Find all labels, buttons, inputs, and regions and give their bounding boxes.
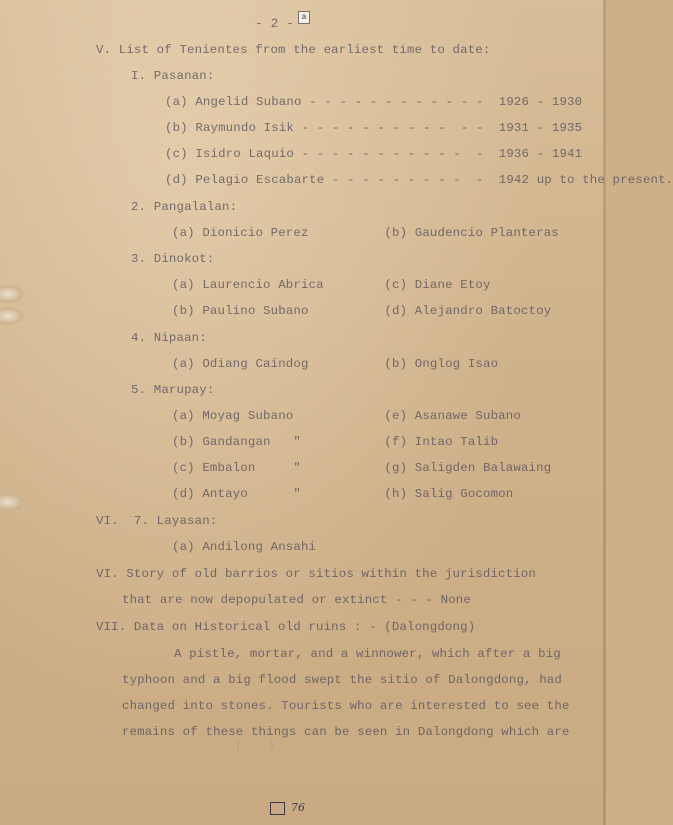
page-edge (603, 0, 606, 825)
binding-hole (0, 284, 26, 304)
faint-text: ( ) (235, 741, 275, 753)
stamp-mark: a (298, 11, 310, 24)
subsection-marupay: 5. Marupay: (131, 383, 215, 397)
paragraph-line: changed into stones. Tourists who are interested to see the (122, 699, 570, 713)
section-vi-heading: VI. Story of old barrios or sitios within the jurisdiction (96, 567, 536, 581)
list-item: (b) Raymundo Isik - - - - - - - - - - - - 1931 - 1935 (165, 121, 583, 135)
subsection-pasanan: I. Pasanan: (131, 69, 215, 83)
subsection-layasan: VI. 7. Layasan: (96, 514, 218, 528)
section-vii-heading: VII. Data on Historical old ruins : - (Dalongdong) (96, 620, 476, 634)
list-item: (a) Andilong Ansahi (172, 540, 317, 554)
list-item: (d) Pelagio Escabarte - - - - - - - - - - 1942 up to the present. (165, 173, 673, 187)
binding-hole (0, 492, 26, 512)
list-item: (d) Antayo " (h) Salig Gocomon (172, 487, 514, 501)
list-item: (c) Isidro Laquio - - - - - - - - - - - - 1936 - 1941 (165, 147, 583, 161)
handwritten-note (270, 801, 305, 815)
list-item: (a) Laurencio Abrica (c) Diane Etoy (172, 278, 491, 292)
paragraph-line: remains of these things can be seen in Dalongdong which are (122, 725, 570, 739)
list-item: (b) Gandangan " (f) Intao Talib (172, 435, 499, 449)
list-item: (a) Moyag Subano (e) Asanawe Subano (172, 409, 521, 423)
paragraph-line: typhoon and a big flood swept the sitio of Dalongdong, had (122, 673, 562, 687)
list-item: (b) Paulino Subano (d) Alejandro Batoctoy (172, 304, 552, 318)
list-item: (a) Angelid Subano - - - - - - - - - - - - 1926 - 1930 (165, 95, 583, 109)
subsection-dinokot: 3. Dinokot: (131, 252, 215, 266)
handwritten-mark-icon (270, 802, 285, 815)
section-v-heading: V. List of Tenientes from the earliest time to date: (96, 43, 491, 57)
binding-hole (0, 306, 26, 326)
handwritten-number: 76 (291, 801, 305, 814)
list-item: (a) Dionicio Perez (b) Gaudencio Planteras (172, 226, 559, 240)
section-vi-continuation: that are now depopulated or extinct - - - None (122, 593, 471, 607)
subsection-nipaan: 4. Nipaan: (131, 331, 207, 345)
list-item: (c) Embalon " (g) Saligden Balawaing (172, 461, 552, 475)
paragraph-line: A pistle, mortar, and a winnower, which after a big (174, 647, 561, 661)
page-number: - 2 - (255, 16, 295, 31)
subsection-pangalalan: 2. Pangalalan: (131, 200, 238, 214)
list-item: (a) Odiang Caindog (b) Onglog Isao (172, 357, 499, 371)
